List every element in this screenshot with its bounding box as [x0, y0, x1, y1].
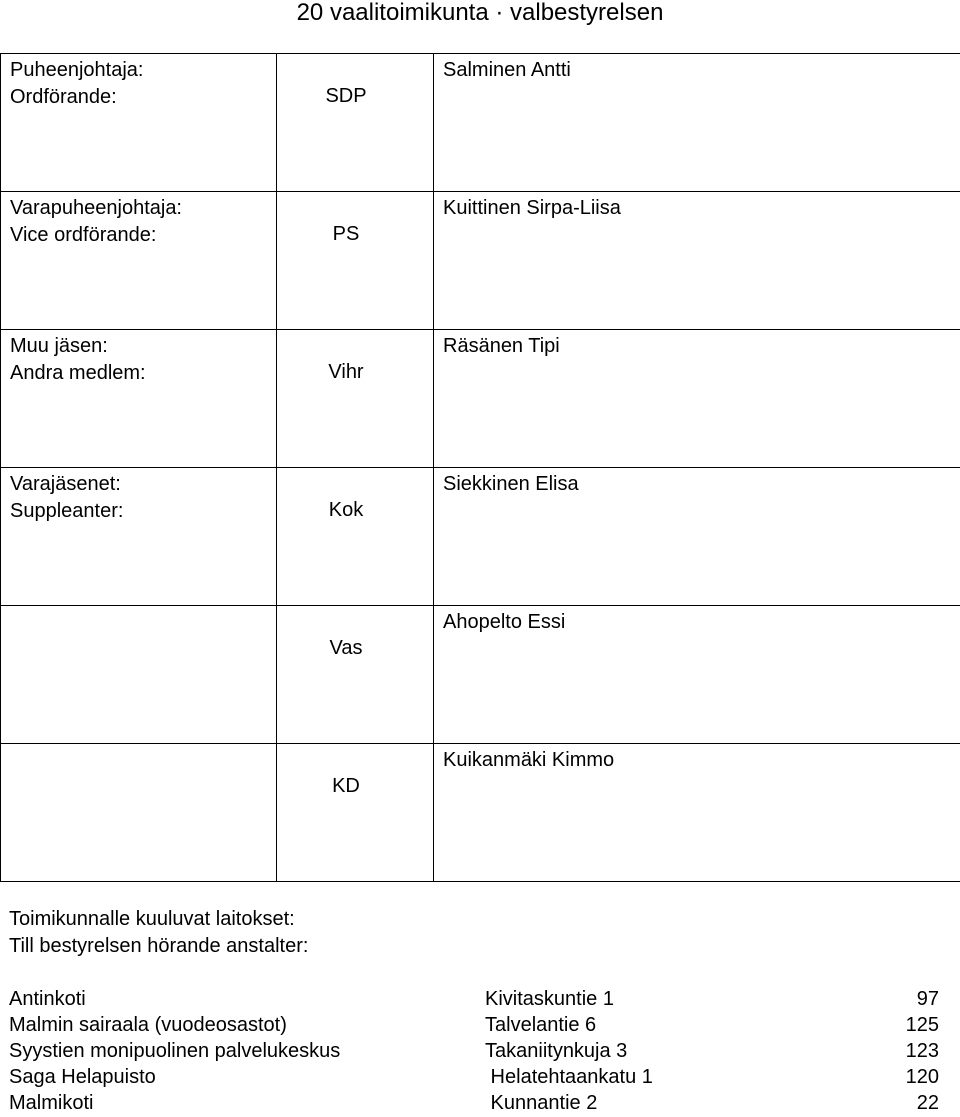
institution-address: Talvelantie 6: [485, 1012, 860, 1038]
role-cell: [1, 468, 277, 606]
member-name: Räsänen Tipi: [434, 330, 960, 360]
table-row: [1, 192, 960, 330]
list-item: [0, 986, 960, 1012]
party-label: SDP: [277, 54, 433, 110]
institutions-heading-fi: Toimikunnalle kuuluvat laitokset:: [9, 908, 295, 930]
institution-name: Saga Helapuisto: [0, 1064, 485, 1090]
table-row: [1, 330, 960, 468]
board-members-table: [0, 53, 960, 882]
institution-address: Takaniitynkuja 3: [485, 1038, 860, 1064]
member-name: Salminen Antti: [434, 54, 960, 84]
role-cell: [1, 744, 277, 882]
role-label-sv: Andra medlem:: [10, 362, 146, 384]
party-label: Vas: [277, 606, 433, 662]
party-label: PS: [277, 192, 433, 248]
table-row: [1, 606, 960, 744]
table-row: [1, 468, 960, 606]
institutions-list: [0, 986, 960, 1116]
table-row: [1, 744, 960, 882]
institution-name: Syystien monipuolinen palvelukeskus: [0, 1038, 485, 1064]
table-row: [1, 54, 960, 192]
institution-name: Antinkoti: [0, 986, 485, 1012]
institution-name: Malmin sairaala (vuodeosastot): [0, 1012, 485, 1038]
role-label-fi: Varajäsenet:: [10, 473, 121, 495]
member-name: Kuikanmäki Kimmo: [434, 744, 960, 774]
member-name: Kuittinen Sirpa-Liisa: [434, 192, 960, 222]
role-label-fi: Varapuheenjohtaja:: [10, 197, 182, 219]
role-cell: [1, 54, 277, 192]
role-label-sv: Vice ordförande:: [10, 224, 156, 246]
party-label: Vihr: [277, 330, 433, 386]
party-label: Kok: [277, 468, 433, 524]
list-item: [0, 1064, 960, 1090]
list-item: [0, 1038, 960, 1064]
institutions-heading-sv: Till bestyrelsen hörande anstalter:: [9, 935, 308, 957]
role-label-fi: Muu jäsen:: [10, 335, 108, 357]
institution-number: 22: [860, 1090, 939, 1116]
institution-address: Helatehtaankatu 1: [485, 1064, 860, 1090]
role-label-fi: Puheenjohtaja:: [10, 59, 143, 81]
party-label: KD: [277, 744, 433, 800]
role-cell: [1, 606, 277, 744]
list-item: [0, 1090, 960, 1116]
institutions-heading: [9, 906, 308, 960]
institution-number: 123: [860, 1038, 939, 1064]
institution-address: Kunnantie 2: [485, 1090, 860, 1116]
list-item: [0, 1012, 960, 1038]
member-name: Ahopelto Essi: [434, 606, 960, 636]
member-name: Siekkinen Elisa: [434, 468, 960, 498]
role-label-sv: Ordförande:: [10, 86, 117, 108]
role-label-sv: Suppleanter:: [10, 500, 123, 522]
page-title: 20 vaalitoimikunta · valbestyrelsen: [0, 0, 960, 26]
institution-name: Malmikoti: [0, 1090, 485, 1116]
institution-address: Kivitaskuntie 1: [485, 986, 860, 1012]
role-cell: [1, 192, 277, 330]
role-cell: [1, 330, 277, 468]
institution-number: 125: [860, 1012, 939, 1038]
institution-number: 120: [860, 1064, 939, 1090]
institution-number: 97: [860, 986, 939, 1012]
